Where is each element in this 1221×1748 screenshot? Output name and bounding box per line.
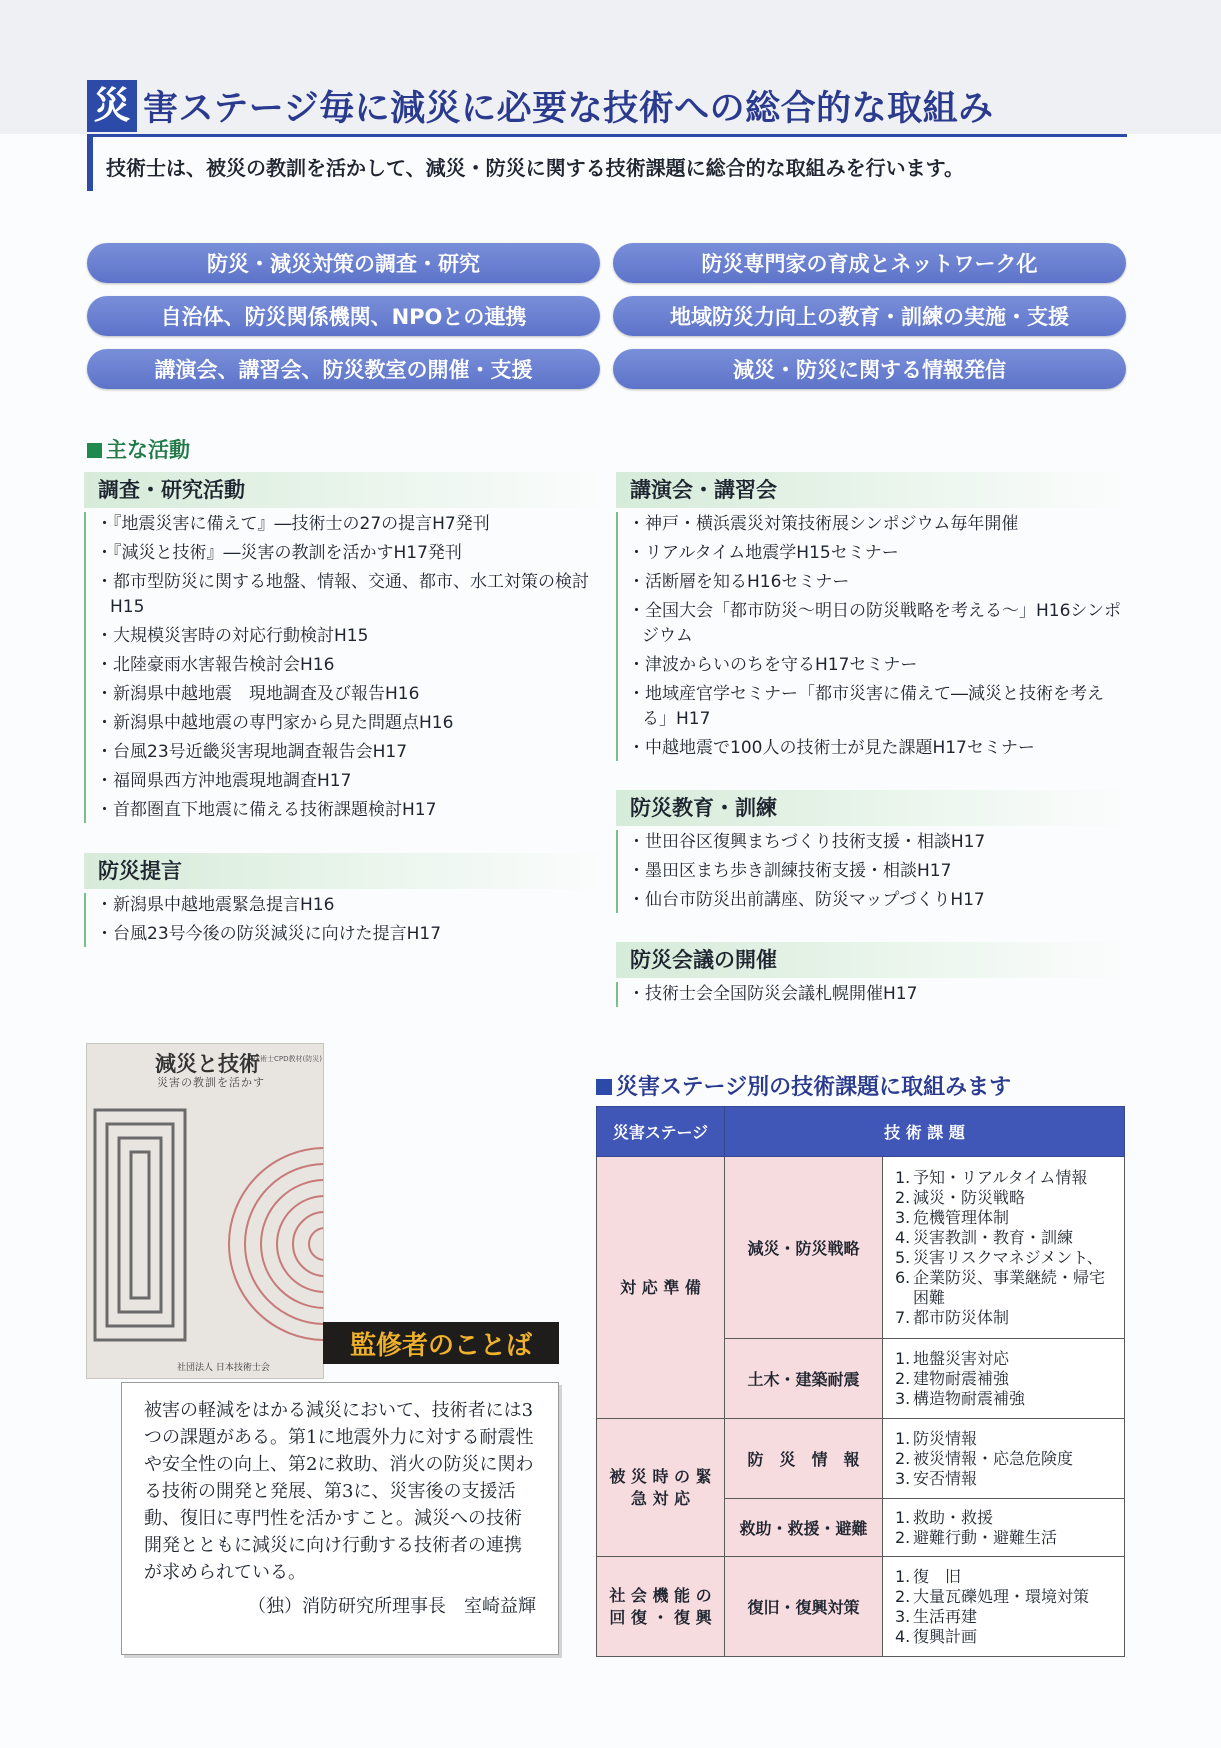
list-item: ・ 都市型防災に関する地盤、情報、交通、都市、水工対策の検討H15 [96,570,604,620]
category-cell: 復旧・復興対策 [725,1557,883,1657]
title-rule [87,134,1127,137]
list-item: 1. 救助・救援 [895,1507,994,1527]
list-item: 2. 大量瓦礫処理・環境対策 [895,1586,1090,1606]
list-item: ・ 新潟県中越地震の専門家から見た問題点H16 [96,711,604,736]
col-header-tasks: 技 術 課 題 [725,1107,1125,1157]
box-title: 調査・研究活動 [84,472,604,508]
list-item: 2. 減災・防災戦略 [895,1187,1026,1207]
items-cell [883,1419,1125,1499]
list-item: 2. 被災情報・応急危険度 [895,1448,1074,1468]
quote-signature: （独）消防研究所理事長 室崎益輝 [248,1596,536,1617]
quote-text: 被害の軽減をはかる減災において、技術者には3つの課題がある。第1に地震外力に対する耐震性や安全性の向上、第2に救助、消火の防災に関わる技術の開発と発展、第3に、災害後の支援活動、復旧に専門性を活かすこと。減災への技術開発とともに減災に向け行動する技術者の連携が求められている。 [144,1400,534,1583]
list-item: ・ 全国大会「都市防災～明日の防災戦略を考える～」H16シンポジウム [628,599,1126,649]
stage-cell: 被 災 時 の 緊 急 対 応 [597,1419,725,1557]
table-row [597,1557,1125,1657]
list-item: ・ 首都圏直下地震に備える技術課題検討H17 [96,798,604,823]
list-item: 3. 構造物耐震補強 [895,1388,1026,1408]
list-item: ・ 津波からいのちを守るH17セミナー [628,653,1126,678]
activity-box-training [616,790,1126,917]
list-item: 7. 都市防災体制 [895,1307,1010,1327]
list-item: ・ 活断層を知るH16セミナー [628,570,1126,595]
box-title: 防災提言 [84,853,604,889]
pill-info: 減災・防災に関する情報発信 [613,349,1126,389]
list-item: ・ リアルタイム地震学H15セミナー [628,541,1126,566]
list-item: ・ 台風23号近畿災害現地調査報告会H17 [96,740,604,765]
list-item: ・ 仙台市防災出前講座、防災マップづくりH17 [628,888,1126,913]
quote-heading: 監修者のことば [323,1322,559,1364]
pill-research: 防災・減災対策の調査・研究 [87,243,600,283]
list-item: ・ 『地震災害に備えて』―技術士の27の提言H7発刊 [96,512,604,537]
title-initial: 災 [87,80,137,132]
category-cell: 救助・救援・避難 [725,1499,883,1557]
list-item: ・ 北陸豪雨水害報告検討会H16 [96,653,604,678]
book-subtitle: 災害の教訓を活かす [157,1076,265,1089]
pill-education: 地域防災力向上の教育・訓練の実施・支援 [613,296,1126,336]
list-item: ・ 世田谷区復興まちづくり技術支援・相談H17 [628,830,1126,855]
list-item: 3. 危機管理体制 [895,1207,1010,1227]
activity-box-lectures [616,472,1126,765]
list-item: ・ 中越地震で100人の技術士が見た課題H17セミナー [628,736,1126,761]
stage-cell: 社 会 機 能 の 回 復 ・ 復 興 [597,1557,725,1657]
page-title [87,80,994,132]
list-item: 3. 安否情報 [895,1468,978,1488]
list-item: 1. 予知・リアルタイム情報 [895,1167,1088,1187]
table-row [597,1157,1125,1339]
list-item: ・ 福岡県西方沖地震現地調査H17 [96,769,604,794]
activity-list [616,830,1126,913]
list-item: 1. 防災情報 [895,1428,978,1448]
list-item: ・ 台風23号今後の防災減災に向けた提言H17 [96,922,604,947]
list-item: 1. 地盤災害対応 [895,1348,1010,1368]
box-title: 防災会議の開催 [616,942,1126,978]
square-bullet-icon [87,443,102,458]
book-title: 減災と技術 [155,1052,260,1076]
col-header-stage: 災害ステージ [597,1107,725,1157]
items-cell [883,1157,1125,1339]
list-item: 3. 生活再建 [895,1606,978,1626]
lead-text: 技術士は、被災の教訓を活かして、減災・防災に関する技術課題に総合的な取組みを行います。 [106,156,964,180]
activity-list [84,512,604,823]
items-cell [883,1499,1125,1557]
book-publisher: 社団法人 日本技術士会 [177,1363,270,1373]
pill-lectures: 講演会、講習会、防災教室の開催・支援 [87,349,600,389]
activity-box-conference [616,942,1126,1011]
activities-heading: 主な活動 [87,434,190,464]
category-cell: 減災・防災戦略 [725,1157,883,1339]
stage-cell: 対 応 準 備 [597,1157,725,1419]
list-item: ・ 技術士会全国防災会議札幌開催H17 [628,982,1126,1007]
list-item: 2. 避難行動・避難生活 [895,1527,1058,1547]
activity-list [616,512,1126,761]
list-item: 1. 復 旧 [895,1566,962,1586]
list-item: 4. 復興計画 [895,1626,978,1646]
book-pattern-icon [87,1104,324,1354]
box-title: 講演会・講習会 [616,472,1126,508]
list-item: ・ 地域産官学セミナー「都市災害に備えて―減災と技術を考える」H17 [628,682,1126,732]
title-text: 害ステージ毎に減災に必要な技術への総合的な取組み [143,89,994,129]
items-cell [883,1557,1125,1657]
items-cell [883,1339,1125,1419]
stage-table [596,1106,1125,1657]
quote-box [121,1382,559,1655]
lead-bar [87,137,93,191]
table-row [597,1419,1125,1499]
activity-box-proposals [84,853,604,951]
book-tag: 技術士CPD教材(防災) [253,1055,322,1063]
table-heading: 災害ステージ別の技術課題に取組みます [596,1070,1011,1101]
pill-network: 防災専門家の育成とネットワーク化 [613,243,1126,283]
square-bullet-icon [596,1079,612,1095]
list-item: ・ 大規模災害時の対応行動検討H15 [96,624,604,649]
category-cell: 土木・建築耐震 [725,1339,883,1419]
category-cell: 防 災 情 報 [725,1419,883,1499]
list-item: 5. 災害リスクマネジメント、 [895,1247,1103,1267]
box-title: 防災教育・訓練 [616,790,1126,826]
list-item: 4. 災害教訓・教育・訓練 [895,1227,1074,1247]
list-item: ・ 新潟県中越地震緊急提言H16 [96,893,604,918]
activity-box-research [84,472,604,827]
list-item: 6. 企業防災、事業継続・帰宅困難 [895,1267,1106,1307]
list-item: 2. 建物耐震補強 [895,1368,1010,1388]
list-item: ・ 新潟県中越地震 現地調査及び報告H16 [96,682,604,707]
pill-cooperation: 自治体、防災関係機関、NPOとの連携 [87,296,600,336]
list-item: ・ 神戸・横浜震災対策技術展シンポジウム毎年開催 [628,512,1126,537]
activity-list [616,982,1126,1007]
list-item: ・ 墨田区まち歩き訓練技術支援・相談H17 [628,859,1126,884]
book-cover [86,1043,324,1379]
list-item: ・ 『減災と技術』―災害の教訓を活かすH17発刊 [96,541,604,566]
activity-list [84,893,604,947]
